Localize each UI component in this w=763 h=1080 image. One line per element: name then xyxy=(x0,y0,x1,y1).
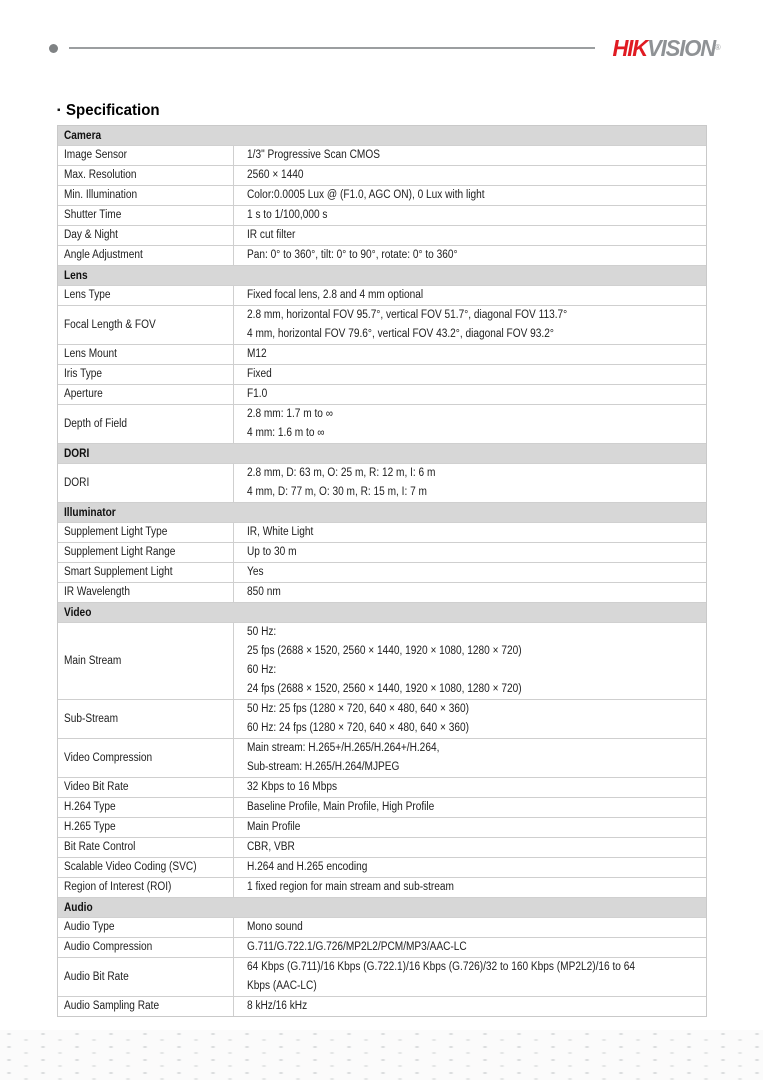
spec-value-text: IR, White Light xyxy=(247,526,314,538)
spec-row-iris-type xyxy=(58,365,706,385)
spec-value-line xyxy=(247,226,706,245)
spec-value-text: Baseline Profile, Main Profile, High Profile xyxy=(247,801,435,813)
spec-row-depth-of-field xyxy=(58,405,706,444)
spec-value-line xyxy=(247,186,706,205)
section-title: Camera xyxy=(64,129,102,142)
spec-label-text: Audio Bit Rate xyxy=(64,970,129,983)
spec-label xyxy=(58,316,233,335)
spec-value-line xyxy=(247,739,706,758)
spec-label-text: Day & Night xyxy=(64,229,118,241)
spec-label xyxy=(58,710,233,729)
spec-value-line xyxy=(247,206,706,225)
spec-label xyxy=(58,778,233,797)
spec-value-line xyxy=(247,778,706,797)
spec-label-text: Focal Length & FOV xyxy=(64,318,156,331)
spec-value-text: Color:0.0005 Lux @ (F1.0, AGC ON), 0 Lux with light xyxy=(247,189,485,201)
section-title: Illuminator xyxy=(64,506,116,519)
spec-label-text: Max. Resolution xyxy=(64,169,137,181)
spec-value-text: 8 kHz/16 kHz xyxy=(247,1000,308,1012)
spec-value-text: 25 fps (2688 × 1520, 2560 × 1440, 1920 × 1080, 1280 × 720) xyxy=(247,645,522,657)
spec-value xyxy=(233,818,706,837)
spec-value-line xyxy=(247,818,706,837)
spec-label xyxy=(58,543,233,562)
spec-label xyxy=(58,523,233,542)
spec-value-line xyxy=(247,424,706,443)
spec-row-dori xyxy=(58,464,706,503)
spec-table xyxy=(57,125,707,1017)
spec-row-main-stream xyxy=(58,623,706,700)
spec-value xyxy=(233,186,706,205)
footer-texture xyxy=(0,1030,763,1080)
spec-label-text: Lens Type xyxy=(64,289,111,301)
spec-row-max-resolution xyxy=(58,166,706,186)
section-title: Lens xyxy=(64,269,88,282)
spec-value xyxy=(233,700,706,738)
spec-value-text: Sub-stream: H.265/H.264/MJPEG xyxy=(247,761,400,773)
spec-row-shutter-time xyxy=(58,206,706,226)
spec-value-text: Fixed xyxy=(247,368,272,380)
spec-value-line xyxy=(247,858,706,877)
spec-value-text: Mono sound xyxy=(247,921,303,933)
spec-value-line xyxy=(247,719,706,738)
spec-value-line xyxy=(247,938,706,957)
spec-value-line xyxy=(247,483,706,502)
spec-label-text: Bit Rate Control xyxy=(64,841,136,853)
spec-value-line xyxy=(247,700,706,719)
spec-value-text: 2.8 mm: 1.7 m to ∞ xyxy=(247,408,333,420)
spec-row-angle-adjustment xyxy=(58,246,706,266)
spec-value-line xyxy=(247,798,706,817)
logo-vision: VISION xyxy=(647,35,716,61)
spec-label xyxy=(58,918,233,937)
spec-value xyxy=(233,958,706,996)
spec-label xyxy=(58,186,233,205)
spec-value-line xyxy=(247,385,706,404)
spec-label-text: Video Bit Rate xyxy=(64,781,129,793)
spec-label xyxy=(58,818,233,837)
spec-label-text: Sub-Stream xyxy=(64,712,118,725)
spec-label-text: Image Sensor xyxy=(64,149,128,161)
spec-row-audio-compression xyxy=(58,938,706,958)
spec-value-line xyxy=(247,758,706,777)
spec-value-line xyxy=(247,878,706,897)
spec-value-line xyxy=(247,661,706,680)
section-header-lens xyxy=(58,266,706,286)
spec-label-text: IR Wavelength xyxy=(64,586,130,598)
spec-row-h-265-type xyxy=(58,818,706,838)
spec-row-bit-rate-control xyxy=(58,838,706,858)
header-dot-icon xyxy=(49,44,58,53)
title-row xyxy=(57,102,162,120)
spec-value xyxy=(233,563,706,582)
spec-row-lens-mount xyxy=(58,345,706,365)
registered-mark: ® xyxy=(715,43,721,52)
spec-label xyxy=(58,997,233,1016)
spec-value xyxy=(233,226,706,245)
page-title: Specification xyxy=(65,102,160,119)
spec-row-lens-type xyxy=(58,286,706,306)
spec-value xyxy=(233,146,706,165)
spec-value-text: Kbps (AAC-LC) xyxy=(247,980,317,992)
spec-value-line xyxy=(247,146,706,165)
spec-value-text: Main stream: H.265+/H.265/H.264+/H.264, xyxy=(247,742,440,754)
spec-value xyxy=(233,385,706,404)
spec-value xyxy=(233,918,706,937)
spec-value-text: Pan: 0° to 360°, tilt: 0° to 90°, rotate: 0° to 360° xyxy=(247,249,458,261)
section-title: Audio xyxy=(64,901,93,914)
spec-label xyxy=(58,226,233,245)
spec-label xyxy=(58,878,233,897)
spec-value xyxy=(233,739,706,777)
spec-label-text: Audio Type xyxy=(64,921,115,933)
spec-label xyxy=(58,246,233,265)
spec-label xyxy=(58,474,233,493)
spec-value xyxy=(233,623,706,699)
spec-value xyxy=(233,938,706,957)
section-title: Video xyxy=(64,606,92,619)
spec-value xyxy=(233,306,706,344)
spec-value xyxy=(233,838,706,857)
spec-value-line xyxy=(247,325,706,344)
spec-row-audio-bit-rate xyxy=(58,958,706,997)
spec-row-supplement-light-type xyxy=(58,523,706,543)
spec-value-text: 50 Hz: xyxy=(247,626,277,638)
spec-value-line xyxy=(247,642,706,661)
spec-row-aperture xyxy=(58,385,706,405)
spec-value-text: F1.0 xyxy=(247,388,268,400)
spec-value-line xyxy=(247,464,706,483)
section-header-video xyxy=(58,603,706,623)
spec-value-text: 2.8 mm, horizontal FOV 95.7°, vertical FOV 51.7°, diagonal FOV 113.7° xyxy=(247,309,568,321)
spec-value xyxy=(233,345,706,364)
spec-label xyxy=(58,146,233,165)
spec-value-line xyxy=(247,543,706,562)
spec-row-scalable-video-coding-svc xyxy=(58,858,706,878)
spec-value-text: 4 mm, D: 77 m, O: 30 m, R: 15 m, I: 7 m xyxy=(247,486,427,498)
spec-row-region-of-interest-roi xyxy=(58,878,706,898)
spec-row-min-illumination xyxy=(58,186,706,206)
spec-label-text: Aperture xyxy=(64,388,103,400)
spec-row-day-night xyxy=(58,226,706,246)
spec-value xyxy=(233,166,706,185)
spec-value-line xyxy=(247,523,706,542)
spec-value-text: M12 xyxy=(247,348,267,360)
spec-label-text: Supplement Light Type xyxy=(64,526,168,538)
spec-value xyxy=(233,365,706,384)
spec-label xyxy=(58,583,233,602)
spec-row-supplement-light-range xyxy=(58,543,706,563)
spec-value-line xyxy=(247,166,706,185)
header-divider-line xyxy=(69,47,595,49)
spec-label-text: Supplement Light Range xyxy=(64,546,176,558)
spec-row-focal-length-fov xyxy=(58,306,706,345)
spec-value-text: 60 Hz: xyxy=(247,664,277,676)
spec-value-text: IR cut filter xyxy=(247,229,296,241)
logo-hik: HIK xyxy=(612,35,648,61)
spec-value-line xyxy=(247,838,706,857)
spec-value xyxy=(233,997,706,1016)
section-header-audio xyxy=(58,898,706,918)
spec-value-text: CBR, VBR xyxy=(247,841,295,853)
spec-value-text: 2560 × 1440 xyxy=(247,169,304,181)
section-header-dori xyxy=(58,444,706,464)
spec-value-line xyxy=(247,365,706,384)
spec-label-text: Iris Type xyxy=(64,368,103,380)
spec-label xyxy=(58,166,233,185)
spec-row-sub-stream xyxy=(58,700,706,739)
spec-value-text: Up to 30 m xyxy=(247,546,297,558)
spec-row-image-sensor xyxy=(58,146,706,166)
spec-label-text: Angle Adjustment xyxy=(64,249,143,261)
spec-value-text: Fixed focal lens, 2.8 and 4 mm optional xyxy=(247,289,424,301)
spec-value-line xyxy=(247,583,706,602)
spec-label-text: Depth of Field xyxy=(64,417,128,430)
spec-value-text: 2.8 mm, D: 63 m, O: 25 m, R: 12 m, I: 6 m xyxy=(247,467,436,479)
spec-value xyxy=(233,543,706,562)
section-header-illuminator xyxy=(58,503,706,523)
spec-label-text: DORI xyxy=(64,476,90,489)
spec-value-text: Main Profile xyxy=(247,821,301,833)
spec-label xyxy=(58,838,233,857)
spec-row-ir-wavelength xyxy=(58,583,706,603)
spec-value xyxy=(233,405,706,443)
spec-value xyxy=(233,246,706,265)
spec-label xyxy=(58,345,233,364)
hikvision-logo xyxy=(613,37,721,59)
spec-value-line xyxy=(247,997,706,1016)
spec-label xyxy=(58,415,233,434)
spec-value-line xyxy=(247,680,706,699)
spec-value xyxy=(233,798,706,817)
spec-value-text: 4 mm: 1.6 m to ∞ xyxy=(247,427,325,439)
spec-value-line xyxy=(247,958,706,977)
spec-label-text: Scalable Video Coding (SVC) xyxy=(64,861,197,873)
spec-label-text: Min. Illumination xyxy=(64,189,138,201)
spec-label xyxy=(58,798,233,817)
spec-value xyxy=(233,878,706,897)
spec-value-text: H.264 and H.265 encoding xyxy=(247,861,368,873)
spec-label-text: Audio Compression xyxy=(64,941,153,953)
spec-label xyxy=(58,206,233,225)
spec-label-text: Shutter Time xyxy=(64,209,122,221)
spec-label xyxy=(58,968,233,987)
spec-label xyxy=(58,286,233,305)
spec-row-video-compression xyxy=(58,739,706,778)
spec-value-text: G.711/G.722.1/G.726/MP2L2/PCM/MP3/AAC-LC xyxy=(247,941,467,953)
spec-label xyxy=(58,938,233,957)
spec-value-line xyxy=(247,345,706,364)
spec-value-line xyxy=(247,623,706,642)
spec-value-text: 50 Hz: 25 fps (1280 × 720, 640 × 480, 640 × 360) xyxy=(247,703,469,715)
spec-value-text: Yes xyxy=(247,566,264,578)
spec-label-text: H.265 Type xyxy=(64,821,116,833)
square-bullet-icon: ▪ xyxy=(57,105,61,116)
spec-row-audio-type xyxy=(58,918,706,938)
spec-value-text: 32 Kbps to 16 Mbps xyxy=(247,781,338,793)
spec-value-text: 1/3" Progressive Scan CMOS xyxy=(247,149,380,161)
spec-label-text: Lens Mount xyxy=(64,348,117,360)
spec-label xyxy=(58,365,233,384)
spec-value-text: 24 fps (2688 × 1520, 2560 × 1440, 1920 × 1080, 1280 × 720) xyxy=(247,683,522,695)
spec-value-line xyxy=(247,306,706,325)
spec-row-audio-sampling-rate xyxy=(58,997,706,1016)
spec-value-line xyxy=(247,405,706,424)
spec-value-line xyxy=(247,563,706,582)
spec-value xyxy=(233,778,706,797)
spec-label-text: Region of Interest (ROI) xyxy=(64,881,172,893)
spec-label xyxy=(58,563,233,582)
spec-row-video-bit-rate xyxy=(58,778,706,798)
spec-value-text: 850 nm xyxy=(247,586,281,598)
spec-value-text: 60 Hz: 24 fps (1280 × 720, 640 × 480, 640 × 360) xyxy=(247,722,469,734)
section-title: DORI xyxy=(64,447,90,460)
spec-row-smart-supplement-light xyxy=(58,563,706,583)
spec-value-text: 1 fixed region for main stream and sub-stream xyxy=(247,881,454,893)
spec-value xyxy=(233,286,706,305)
spec-label xyxy=(58,652,233,671)
spec-label-text: Audio Sampling Rate xyxy=(64,1000,160,1012)
spec-value-line xyxy=(247,977,706,996)
page-header xyxy=(49,37,721,59)
spec-label xyxy=(58,385,233,404)
spec-value xyxy=(233,858,706,877)
spec-label-text: Video Compression xyxy=(64,751,153,764)
spec-value-text: 64 Kbps (G.711)/16 Kbps (G.722.1)/16 Kbps (G.726)/32 to 160 Kbps (MP2L2)/16 to 64 xyxy=(247,961,635,973)
spec-value-line xyxy=(247,918,706,937)
spec-value-text: 1 s to 1/100,000 s xyxy=(247,209,328,221)
spec-label xyxy=(58,749,233,768)
spec-label-text: Main Stream xyxy=(64,654,122,667)
spec-value xyxy=(233,464,706,502)
spec-value xyxy=(233,583,706,602)
spec-value xyxy=(233,206,706,225)
section-header-camera xyxy=(58,126,706,146)
spec-value-line xyxy=(247,246,706,265)
spec-label-text: Smart Supplement Light xyxy=(64,566,173,578)
spec-value-line xyxy=(247,286,706,305)
spec-value xyxy=(233,523,706,542)
spec-row-h-264-type xyxy=(58,798,706,818)
spec-label-text: H.264 Type xyxy=(64,801,116,813)
spec-value-text: 4 mm, horizontal FOV 79.6°, vertical FOV 43.2°, diagonal FOV 93.2° xyxy=(247,328,554,340)
spec-label xyxy=(58,858,233,877)
